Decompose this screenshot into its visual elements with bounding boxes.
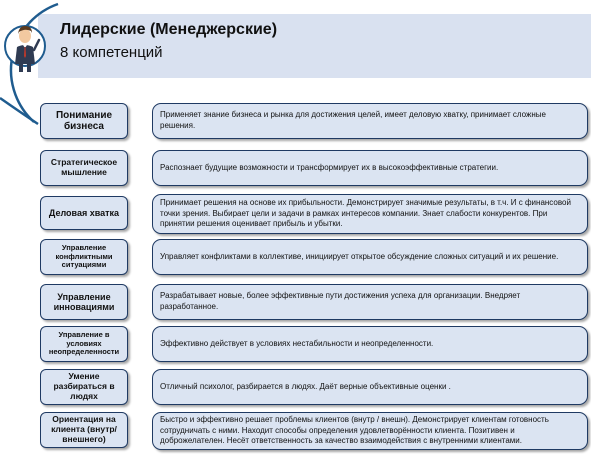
competency-description: Применяет знание бизнеса и рынка для достижения целей, имеет деловую хватку, принимает сложные решения.	[152, 103, 588, 139]
competency-description: Быстро и эффективно решает проблемы клиентов (внутр / внешн). Демонстрирует клиентам готовность сотрудничать с ними. Находит способы определения удовлетворённости клиента. Позитивен и доброжелателен. Несёт ответственность за качество взаимодействия с внутренними клиентами.	[152, 412, 588, 450]
competency-description: Принимает решения на основе их прибыльности. Демонстрирует значимые результаты, в т.ч. И с финансовой точки зрения. Выбирает цели и задачи в рамках интересов компании. Знает слабости конкурентов. При принятии решения оценивает прибыль и убытки.	[152, 194, 588, 234]
competency-label: Стратегическое мышление	[40, 150, 128, 186]
competency-label: Управление в условиях неопределенности	[40, 326, 128, 362]
businessman-avatar-icon	[4, 14, 46, 76]
competency-description: Распознает будущие возможности и трансформирует их в высокоэффективные стратегии.	[152, 150, 588, 186]
competency-label: Деловая хватка	[40, 196, 128, 230]
competency-description: Разрабатывает новые, более эффективные пути достижения успеха для организации. Внедряет разработанное.	[152, 284, 588, 320]
page-title: Лидерские (Менеджерские)	[60, 21, 278, 38]
competency-description: Эффективно действует в условиях нестабильности и неопределенности.	[152, 326, 588, 362]
competency-label: Ориентация на клиента (внутр/внешнего)	[40, 412, 128, 448]
competency-label: Понимание бизнеса	[40, 103, 128, 139]
competency-label: Умение разбираться в людях	[40, 369, 128, 405]
competency-description: Управляет конфликтами в коллективе, инициирует открытое обсуждение сложных ситуаций и их решение.	[152, 239, 588, 275]
competency-description: Отличный психолог, разбирается в людях. Даёт верные объективные оценки .	[152, 369, 588, 405]
competency-label: Управление конфликтными ситуациями	[40, 239, 128, 275]
page-subtitle: 8 компетенций	[60, 44, 163, 61]
competency-label: Управление инновациями	[40, 284, 128, 320]
